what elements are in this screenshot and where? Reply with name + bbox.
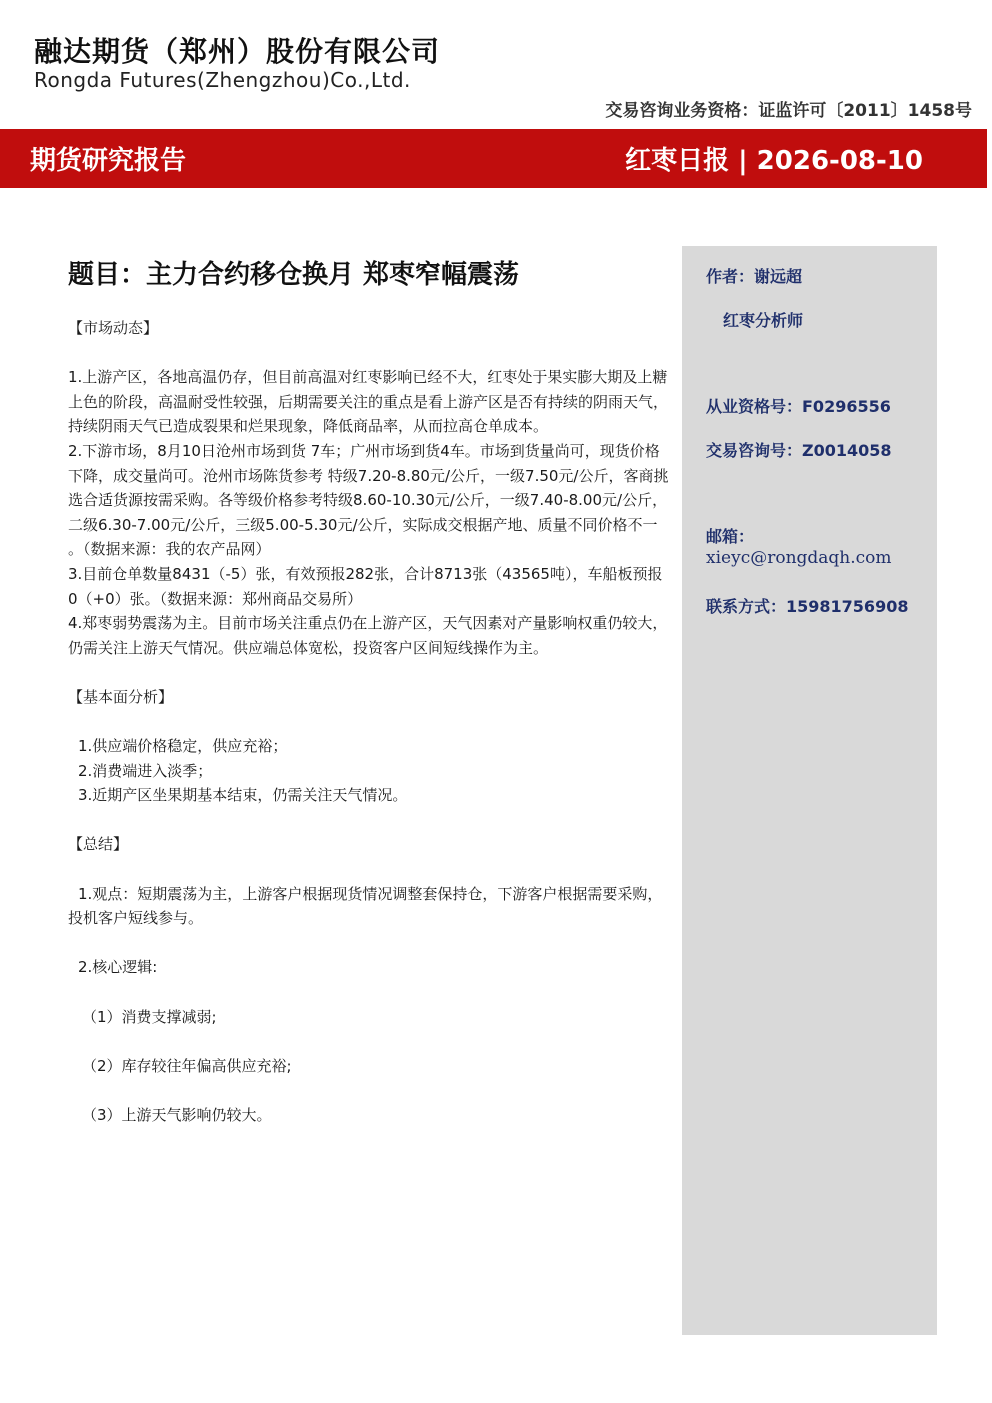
- report-title: 题目：主力合约移仓换月 郑枣窄幅震荡: [68, 260, 520, 290]
- report-banner: [0, 129, 987, 188]
- author-sidebar: [682, 246, 937, 1335]
- list-item: （3）上游天气影响仍较大。: [82, 1106, 272, 1124]
- report-category: 期货研究报告: [30, 146, 187, 176]
- paragraph: 4.郑枣弱势震荡为主。目前市场关注重点仍在上游产区，天气因素对产量影响权重仍较大，仍需关注上游天气情况。供应端总体宽松，投资客户区间短线操作为主。: [68, 614, 668, 657]
- contact-phone: 联系方式：15981756908: [706, 597, 909, 616]
- list-item: （1）消费支撑减弱;: [82, 1007, 217, 1026]
- section-heading-market: 【市场动态】: [68, 319, 159, 337]
- list-item: （2）库存较往年偏高供应充裕;: [82, 1056, 292, 1075]
- company-name-en: Rongda Futures(Zhengzhou)Co.,Ltd.: [34, 68, 411, 92]
- report-date-title: 红枣日报 | 2026-08-10: [625, 146, 923, 176]
- report-body: [68, 316, 670, 1128]
- license-info: 交易咨询业务资格：证监许可〔2011〕1458号: [605, 101, 972, 121]
- author-name: 作者：谢远超: [706, 267, 803, 286]
- section-heading-summary: 【总结】: [68, 835, 129, 854]
- list-item: 1.供应端价格稳定，供应充裕；: [78, 737, 288, 756]
- list-item: 2.消费端进入淡季；: [78, 761, 213, 780]
- company-name-cn: 融达期货（郑州）股份有限公司: [34, 35, 441, 68]
- section-heading-fundamentals: 【基本面分析】: [68, 687, 174, 706]
- paragraph: 3.目前仓单数量8431（-5）张，有效预报282张，合计8713张（43565吨），车船板预报0（+0）张。（数据来源：郑州商品交易所）: [68, 564, 663, 608]
- email-address: xieyc@rongdaqh.com: [706, 548, 892, 568]
- list-item: 2.核心逻辑:: [78, 958, 158, 977]
- consult-number: 交易咨询号：Z0014058: [706, 441, 892, 460]
- paragraph: 1.上游产区，各地高温仍存，但目前高温对红枣影响已经不大，红枣处于果实膨大期及上糖上色的阶段，高温耐受性较强，后期需要关注的重点是看上游产区是否有持续的阴雨天气，持续阴雨天气已造成裂果和烂果现象，降低商品率，从而拉高仓单成本。: [68, 368, 669, 436]
- paragraph: 1.观点：短期震荡为主，上游客户根据现货情况调整套保持仓，下游客户根据需要采购，投机客户短线参与。: [68, 884, 663, 928]
- list-item: 3.近期产区坐果期基本结束，仍需关注天气情况。: [78, 786, 408, 805]
- qualification-number: 从业资格号：F0296556: [706, 397, 891, 416]
- email-label: 邮箱：: [706, 527, 755, 546]
- author-role: 红枣分析师: [723, 311, 804, 330]
- paragraph: 2.下游市场，8月10日沧州市场到货 7车；广州市场到货4车。市场到货量尚可，现货价格下降，成交量尚可。沧州市场陈货参考 特级7.20-8.80元/公斤，一级7.50元/公斤，客商挑选合适货源按需采购。各等级价格参考特级8.60-10.30元/公斤，一级7.40-8.00元/公斤，二级6.30-7.00元/公斤，三级5.00-5.30元/公斤，实际成交根据产地、质量不同价格不一 。（数据来源：我的农产品网）: [68, 441, 669, 559]
